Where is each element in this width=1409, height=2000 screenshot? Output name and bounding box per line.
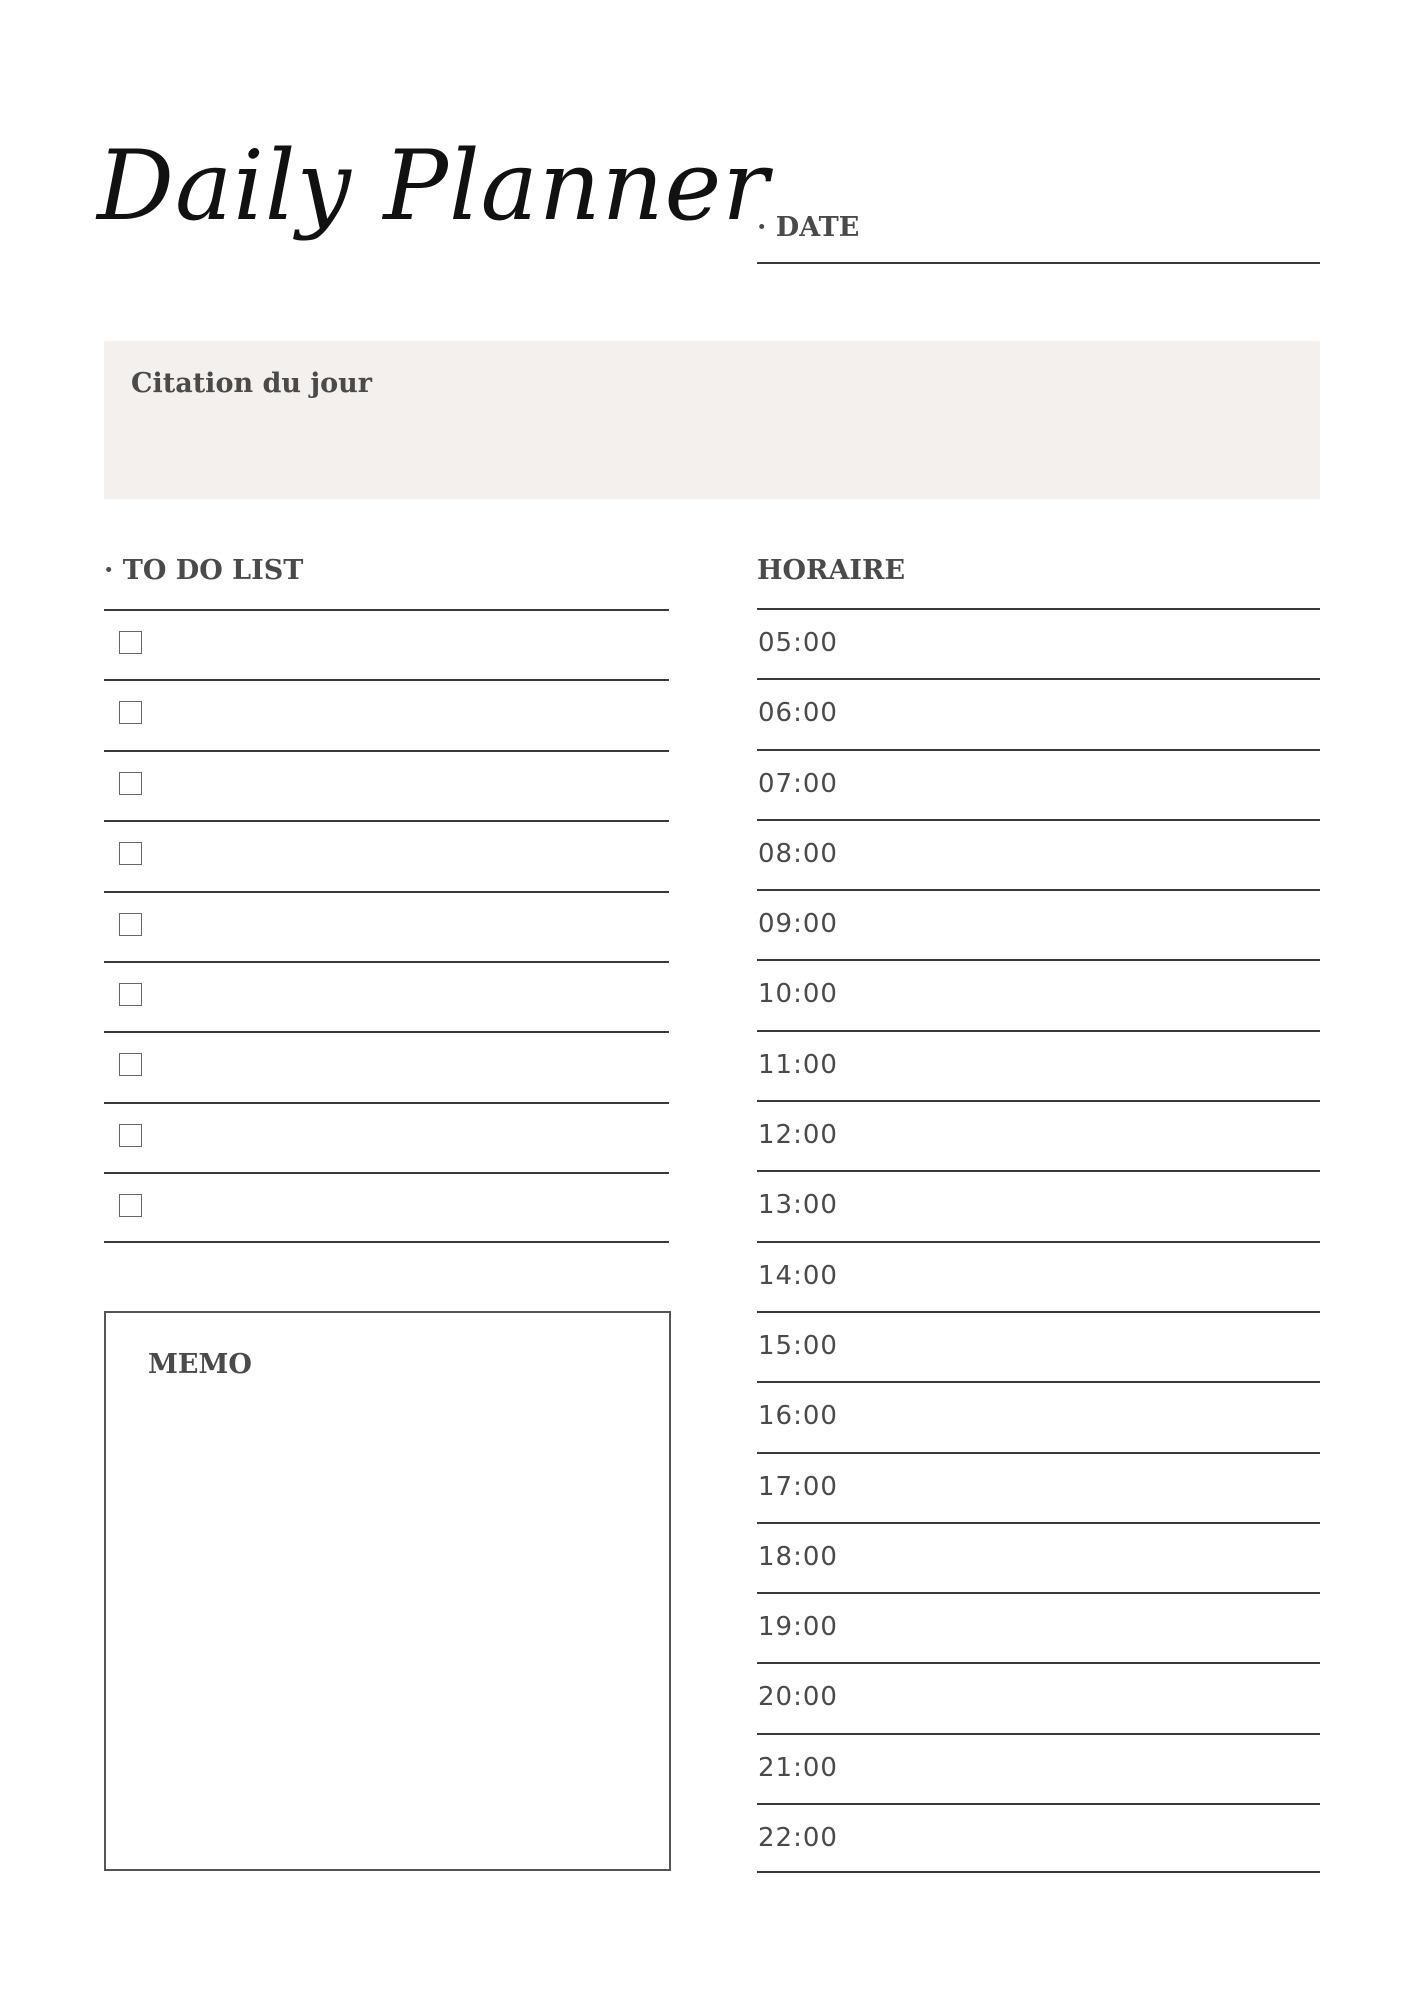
schedule-slot[interactable] [757, 889, 1320, 959]
schedule-time-label: 07:00 [758, 768, 838, 799]
schedule-time-label: 14:00 [758, 1260, 838, 1291]
todo-list [104, 609, 669, 1243]
todo-row[interactable] [104, 1031, 669, 1101]
todo-row[interactable] [104, 750, 669, 820]
todo-row[interactable] [104, 1102, 669, 1172]
schedule-time-label: 12:00 [758, 1120, 838, 1151]
todo-checkbox[interactable] [119, 1124, 142, 1147]
todo-checkbox[interactable] [119, 913, 142, 936]
schedule-time-label: 11:00 [758, 1049, 838, 1080]
schedule-time-label: 09:00 [758, 909, 838, 940]
todo-checkbox[interactable] [119, 1053, 142, 1076]
schedule-time-label: 15:00 [758, 1330, 838, 1361]
schedule-time-label: 17:00 [758, 1471, 838, 1502]
quote-label: Citation du jour [131, 368, 373, 399]
schedule-slot[interactable] [757, 1170, 1320, 1240]
schedule-time-label: 18:00 [758, 1541, 838, 1572]
schedule-slot[interactable] [757, 819, 1320, 889]
todo-row[interactable] [104, 820, 669, 890]
todo-row[interactable] [104, 679, 669, 749]
date-input-line[interactable] [757, 262, 1320, 264]
todo-row[interactable] [104, 891, 669, 961]
schedule-slot[interactable] [757, 749, 1320, 819]
schedule-slot[interactable] [757, 678, 1320, 748]
schedule-slot[interactable] [757, 1452, 1320, 1522]
schedule-time-label: 05:00 [758, 628, 838, 658]
todo-row[interactable] [104, 1172, 669, 1242]
schedule-slot[interactable] [757, 1803, 1320, 1873]
schedule-slot[interactable] [757, 1241, 1320, 1311]
schedule-slot[interactable] [757, 1592, 1320, 1662]
memo-label: MEMO [148, 1349, 252, 1380]
schedule-slot[interactable] [757, 1522, 1320, 1592]
todo-checkbox[interactable] [119, 772, 142, 795]
date-label: · DATE [757, 212, 860, 243]
page-title: Daily Planner [97, 130, 770, 242]
schedule-time-label: 21:00 [758, 1752, 838, 1783]
todo-row[interactable] [104, 961, 669, 1031]
schedule-time-label: 16:00 [758, 1401, 838, 1432]
quote-of-the-day-box[interactable] [104, 341, 1320, 499]
schedule-header: HORAIRE [757, 555, 906, 586]
todo-header: · TO DO LIST [104, 555, 304, 586]
schedule-slot[interactable] [757, 1100, 1320, 1170]
schedule-list [757, 608, 1320, 1873]
schedule-time-label: 06:00 [758, 698, 838, 729]
todo-checkbox[interactable] [119, 842, 142, 865]
schedule-slot[interactable] [757, 1030, 1320, 1100]
todo-checkbox[interactable] [119, 631, 142, 654]
schedule-slot[interactable] [757, 1311, 1320, 1381]
schedule-time-label: 19:00 [758, 1612, 838, 1643]
todo-checkbox[interactable] [119, 1194, 142, 1217]
schedule-slot[interactable] [757, 1733, 1320, 1803]
schedule-time-label: 22:00 [758, 1823, 838, 1854]
todo-row[interactable] [104, 609, 669, 679]
schedule-slot[interactable] [757, 1662, 1320, 1732]
schedule-time-label: 20:00 [758, 1682, 838, 1713]
memo-box[interactable] [104, 1311, 671, 1871]
schedule-time-label: 08:00 [758, 838, 838, 869]
schedule-slot[interactable] [757, 1381, 1320, 1451]
schedule-slot[interactable] [757, 959, 1320, 1029]
todo-checkbox[interactable] [119, 701, 142, 724]
schedule-time-label: 13:00 [758, 1190, 838, 1221]
schedule-slot[interactable] [757, 608, 1320, 678]
todo-checkbox[interactable] [119, 983, 142, 1006]
schedule-time-label: 10:00 [758, 979, 838, 1010]
